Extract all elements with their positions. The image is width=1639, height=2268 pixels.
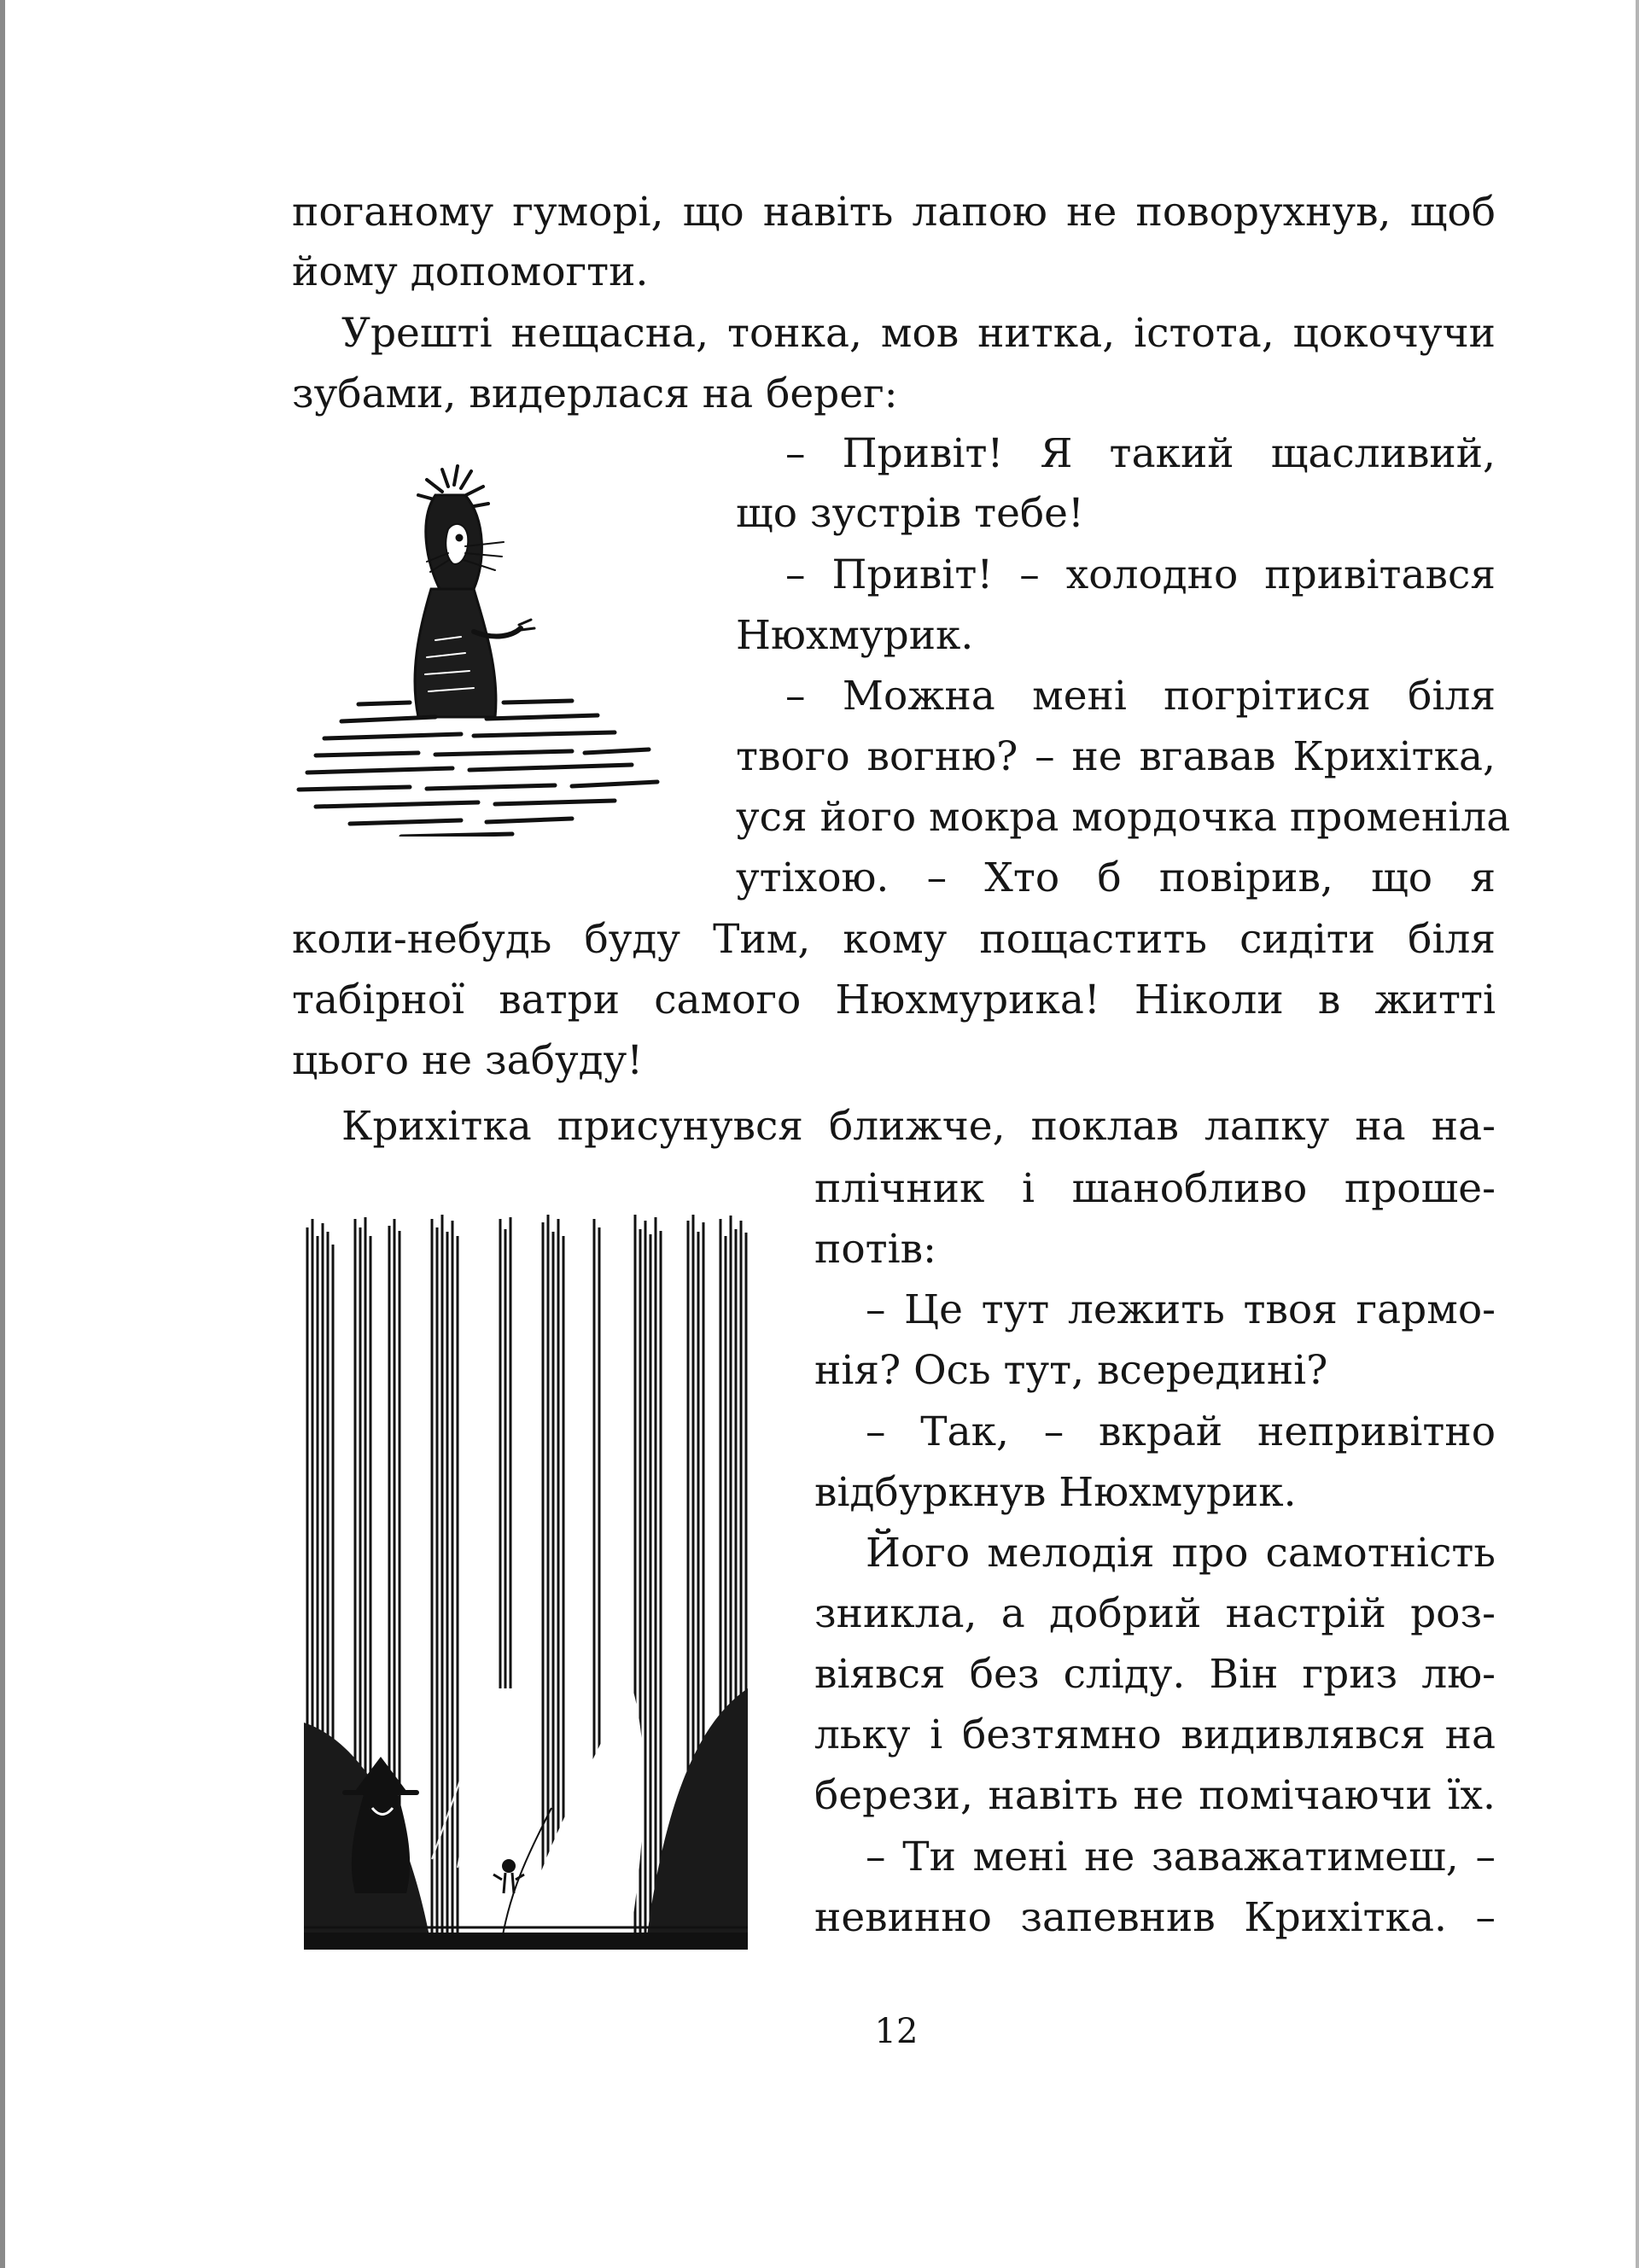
- text-line: – Привіт! – холодно привітався: [785, 551, 1496, 598]
- text-line: – Привіт! Я такий щасливий,: [785, 430, 1496, 477]
- text-line: поганому гуморі, що навіть лапою не поворухнув, щоб: [292, 189, 1496, 236]
- text-line: утіхою. – Хто б повірив, що я: [736, 854, 1496, 901]
- page-number: 12: [874, 2012, 919, 2051]
- text-line: невинно запевнив Крихітка. –: [814, 1894, 1496, 1941]
- forest-with-birches-illustration: [304, 1210, 748, 1950]
- text-line: – Ти мені не заважатимеш, –: [866, 1834, 1496, 1880]
- text-line: уся його мокра мордочка променіла: [736, 794, 1511, 841]
- text-line: – Так, – вкрай непривітно: [866, 1408, 1496, 1455]
- left-page-edge: [0, 0, 5, 2268]
- text-line: потів:: [814, 1226, 936, 1273]
- text-line: зубами, видерлася на берег:: [292, 370, 898, 417]
- text-line: цього не забуду!: [292, 1037, 644, 1084]
- text-line: Його мелодія про самотність: [866, 1530, 1496, 1577]
- text-line: льку і безтямно видивлявся на: [814, 1711, 1496, 1758]
- text-line: табірної ватри самого Нюхмурика! Ніколи в житті: [292, 977, 1496, 1023]
- right-page-edge: [1636, 0, 1639, 2268]
- text-line: коли-небудь буду Тим, кому пощастить сидіти біля: [292, 916, 1496, 963]
- creature-in-water-illustration: [290, 461, 666, 837]
- text-line: твого вогню? – не вгавав Крихітка,: [736, 733, 1496, 780]
- text-line: віявся без сліду. Він гриз лю-: [814, 1651, 1496, 1698]
- text-line: – Це тут лежить твоя гармо-: [866, 1286, 1496, 1333]
- text-line: плічник і шанобливо проше-: [814, 1165, 1496, 1212]
- text-line: берези, навіть не помічаючи їх.: [814, 1772, 1496, 1819]
- text-line: – Можна мені погрітися біля: [785, 673, 1496, 720]
- text-line: що зустрів тебе!: [736, 490, 1084, 537]
- text-line: Нюхмурик.: [736, 612, 974, 659]
- text-line: Урешті нещасна, тонка, мов нитка, істота, цокочучи: [341, 310, 1496, 357]
- text-line: нія? Ось тут, всередині?: [814, 1347, 1328, 1394]
- text-line: йому допомогти.: [292, 248, 649, 295]
- text-line: Крихітка присунувся ближче, поклав лапку на на-: [341, 1103, 1496, 1150]
- text-line: відбуркнув Нюхмурик.: [814, 1469, 1297, 1516]
- text-line: зникла, а добрий настрій роз-: [814, 1590, 1496, 1637]
